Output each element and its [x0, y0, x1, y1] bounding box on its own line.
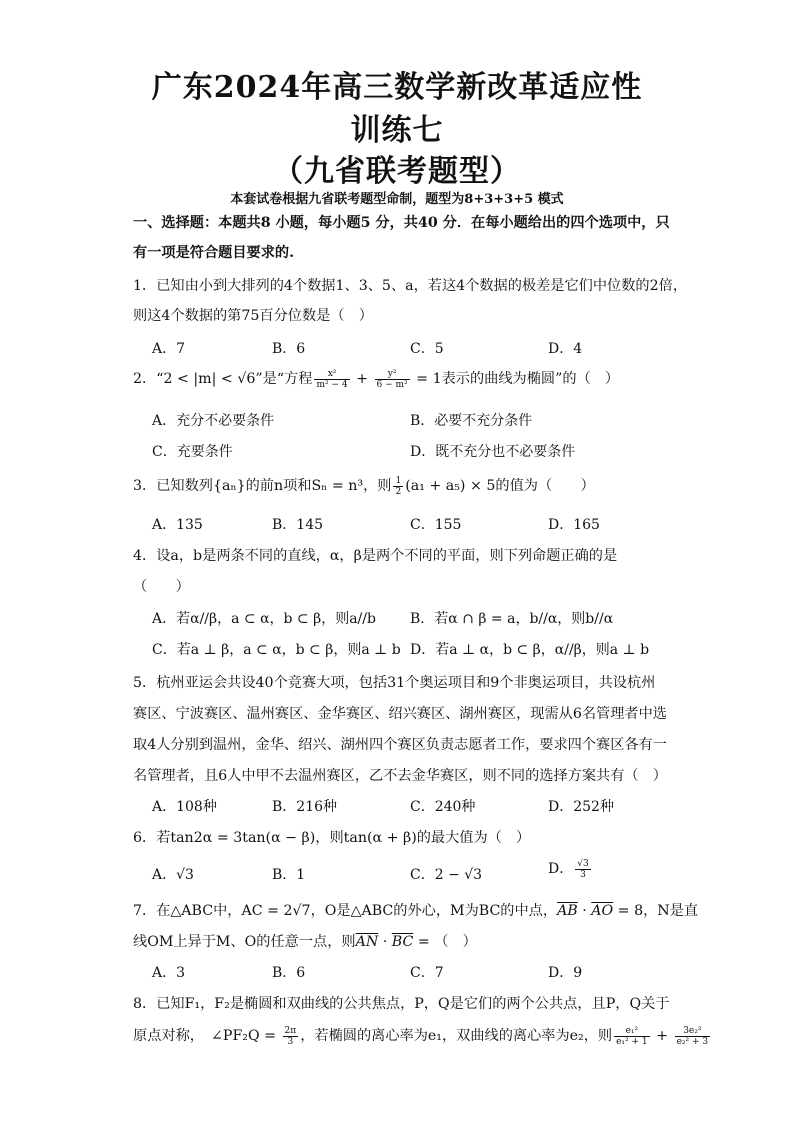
- question-3-line1: [133, 475, 663, 497]
- q7-vector-an: $\overline{AN}$: [355, 934, 379, 950]
- q8-angle-den: 3: [287, 1036, 294, 1047]
- q6-option-b: B．1: [272, 867, 306, 883]
- q7-vector-ab: $\overline{AB}$: [557, 903, 578, 919]
- q4-option-c: C．若a ⊥ β，a ⊂ α，b ⊂ β，则a ⊥ b: [152, 642, 401, 658]
- q7-vector-ao: $\overline{AO}$: [591, 903, 614, 919]
- q7-dot-2: ·: [378, 934, 392, 950]
- q7-line1-a: 7．在△ABC中，AC = 2√7，O是△ABC的外心，M为BC的中点，: [133, 903, 558, 919]
- q8-f1-den: e₁² + 1: [616, 1036, 648, 1047]
- question-5-line3: 取4人分别到温州，金华、绍兴、湖州四个赛区负责志愿者工作，要求四个赛区各有一: [133, 737, 667, 753]
- q3-option-c: C．155: [410, 517, 462, 533]
- q8-plus: +: [651, 1028, 673, 1044]
- q8-line2-b: ，若椭圆的离心率为e₁，双曲线的离心率为e₂，则: [300, 1028, 613, 1044]
- q8-f2-den: e₂² + 3: [676, 1036, 709, 1047]
- q7-vector-bc: $\overline{BC}$: [391, 934, 414, 950]
- q7-dot-1: ·: [577, 903, 592, 919]
- question-2-line1: [133, 368, 663, 390]
- q6-option-c: C．2 − √3: [410, 867, 483, 883]
- q8-angle-fraction: [283, 1026, 299, 1047]
- section1-instructions-line1: 一、选择题：本题共8 小题，每小题5 分，共40 分．在每小题给出的四个选项中，只: [133, 215, 670, 231]
- q7-option-c: C．7: [410, 965, 444, 981]
- exam-subtitle: 本套试卷根据九省联考题型命制，题型为8+3+3+5 模式: [230, 192, 564, 207]
- question-1-line1: 1．已知由小到大排列的4个数据1、3、5、a，若这4个数据的极差是它们中位数的2倍，: [133, 278, 688, 294]
- q3-option-d: D．165: [548, 517, 600, 533]
- q6-d-den: 3: [580, 869, 586, 880]
- q8-f2-num: 3e₂²: [675, 1026, 711, 1037]
- q5-option-c: C．240种: [410, 799, 476, 815]
- q2-plus: +: [351, 371, 373, 387]
- exam-title-line3: （九省联考题型）: [273, 154, 521, 189]
- q1-option-c: C．5: [410, 341, 444, 357]
- q7-line2-a: 线OM上异于M、O的任意一点，则: [133, 934, 356, 950]
- q6-option-d: [548, 858, 593, 880]
- q8-line2-a: 原点对称， ∠PF₂Q =: [133, 1028, 281, 1044]
- question-5-line1: 5．杭州亚运会共设40个竞赛大项，包括31个奥运项目和9个非奥运项目，共设杭州: [133, 675, 656, 691]
- q1-option-a: A．7: [152, 341, 186, 357]
- q5-option-d: D．252种: [548, 799, 614, 815]
- question-5-line2: 赛区、宁波赛区、温州赛区、金华赛区、绍兴赛区、湖州赛区，现需从6名管理者中选: [133, 706, 667, 722]
- q7-option-a: A．3: [152, 965, 186, 981]
- q3-prefix: 3．已知数列{aₙ}的前n项和Sₙ = n³，则: [133, 478, 392, 494]
- q6-option-d-fraction: [575, 859, 590, 880]
- q8-angle-num: 2π: [284, 1025, 297, 1036]
- question-8-line1: 8．已知F₁，F₂是椭圆和双曲线的公共焦点，P，Q是它们的两个公共点，且P，Q关于: [133, 996, 670, 1012]
- q1-option-d: D．4: [548, 341, 583, 357]
- q2-frac1-den: m² − 4: [316, 379, 348, 390]
- q5-option-b: B．216种: [272, 799, 338, 815]
- q5-option-a: A．108种: [152, 799, 217, 815]
- q4-option-b: B．若α ∩ β = a，b//α，则b//α: [410, 611, 614, 627]
- q2-prefix: 2．“2 < |m| < √6”是“方程: [133, 371, 313, 387]
- q7-option-b: B．6: [272, 965, 306, 981]
- q2-frac1-num: x²: [314, 369, 349, 380]
- exam-title-line1: 广东2024年高三数学新改革适应性: [151, 70, 643, 105]
- q3-frac-num: 1: [395, 475, 402, 486]
- q4-option-a: A．若α//β，a ⊂ α，b ⊂ β，则a//b: [152, 611, 376, 627]
- exam-title-line2: 训练七: [350, 113, 444, 148]
- q3-frac-den: 2: [395, 486, 402, 497]
- q2-fraction-y: [375, 369, 410, 390]
- q2-option-b: B．必要不充分条件: [410, 413, 533, 429]
- q1-option-b: B．6: [272, 341, 306, 357]
- question-4-line1: 4．设a，b是两条不同的直线，α，β是两个不同的平面，则下列命题正确的是: [133, 548, 618, 564]
- q8-fraction-e2: [675, 1026, 711, 1047]
- question-5-line4: 名管理者，且6人中甲不去温州赛区，乙不去金华赛区，则不同的选择方案共有（ ）: [133, 768, 667, 784]
- q8-fraction-e1: [614, 1026, 650, 1047]
- q3-suffix: (a₁ + a₅) × 5的值为（ ）: [405, 478, 595, 494]
- q2-frac2-den: 6 − m²: [376, 379, 408, 390]
- q6-option-a: A．√3: [152, 867, 194, 883]
- q6-d-num: √3: [577, 858, 589, 869]
- question-7-line1: [133, 900, 699, 920]
- section1-instructions-line2: 有一项是符合题目要求的.: [133, 245, 295, 261]
- question-8-line2: [133, 1025, 709, 1047]
- q2-option-d: D．既不充分也不必要条件: [410, 444, 576, 460]
- q7-option-d: D．9: [548, 965, 583, 981]
- question-7-line2: [133, 931, 663, 951]
- q7-line2-b: = （ ）: [413, 934, 477, 950]
- q7-line1-b: = 8，N是直: [613, 903, 699, 919]
- q3-fraction-half: [393, 476, 403, 497]
- question-4-line2: （ ）: [133, 579, 190, 595]
- q2-suffix: = 1表示的曲线为椭圆”的（ ）: [411, 371, 620, 387]
- q2-fraction-x: [314, 369, 349, 390]
- q2-option-a: A．充分不必要条件: [152, 413, 275, 429]
- q4-option-d: D．若a ⊥ α，b ⊂ β，α//β，则a ⊥ b: [410, 642, 650, 658]
- q3-option-b: B．145: [272, 517, 324, 533]
- q2-frac2-num: y²: [375, 369, 410, 380]
- q3-option-a: A．135: [152, 517, 203, 533]
- q8-f1-num: e₁²: [614, 1026, 650, 1037]
- q6-option-d-label: D．: [548, 861, 574, 877]
- question-1-line2: 则这4个数据的第75百分位数是（ ）: [133, 308, 373, 324]
- question-6-line1: 6．若tan2α = 3tan(α − β)，则tan(α + β)的最大值为（ ）: [133, 830, 531, 846]
- q2-option-c: C．充要条件: [152, 444, 233, 460]
